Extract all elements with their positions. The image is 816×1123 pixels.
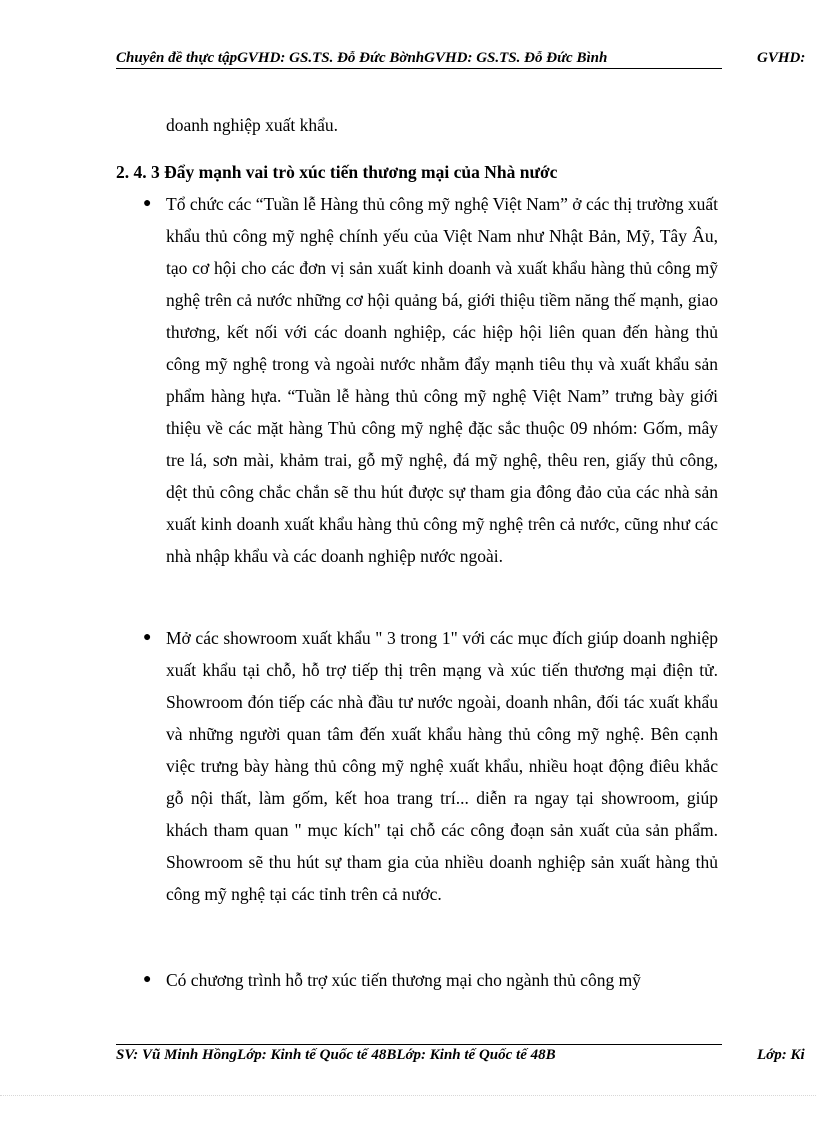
bullet-text: Mở các showroom xuất khẩu " 3 trong 1" với các mục đích giúp doanh nghiệp xuất khẩu tại chỗ, hỗ trợ tiếp thị trên mạng và xúc tiến thương mại điện tử. Showroom đón tiếp các nhà đầu tư nước ngoài, doanh nhân, đối tác xuất khẩu và những người quan tâm đến xuất khẩu hàng thủ công mỹ nghệ. Bên cạnh việc trưng bày hàng thủ công mỹ nghệ xuất khẩu, nhiều hoạt động điêu khắc gỗ nội thất, làm gốm, kết hoa trang trí... diễn ra ngay tại showroom, giúp khách tham quan " mục kích" tại chỗ các công đoạn sản xuất của sản phẩm. Showroom sẽ thu hút sự tham gia của nhiều doanh nghiệp sản xuất hàng thủ công mỹ nghệ tại các tỉnh trên cả nước.	[166, 628, 718, 904]
footer-right-text: Lớp: Ki	[757, 1047, 805, 1063]
continuation-text: doanh nghiệp xuất khẩu.	[166, 115, 339, 135]
header-left-text: Chuyên đề thực tậpGVHD: GS.TS. Đỗ Đức BờnhGVHD: GS.TS. Đỗ Đức Bình	[116, 50, 608, 66]
footer-left-text: SV: Vũ Minh HồngLớp: Kinh tế Quốc tế 48BLớp: Kinh tế Quốc tế 48B	[116, 1047, 556, 1063]
page-bottom-border	[0, 1095, 816, 1096]
bullet-text: Có chương trình hỗ trợ xúc tiến thương mại cho ngành thủ công mỹ	[166, 970, 641, 990]
bullet-text: Tổ chức các “Tuần lễ Hàng thủ công mỹ nghệ Việt Nam” ở các thị trường xuất khẩu thủ công mỹ nghệ chính yếu của Việt Nam như Nhật Bản, Mỹ, Tây Âu, tạo cơ hội cho các đơn vị sản xuất kinh doanh và xuất khẩu hàng thủ công mỹ nghệ trên cả nước những cơ hội quảng bá, giới thiệu tiềm năng thế mạnh, giao thương, kết nối với các doanh nghiệp, các hiệp hội liên quan đến hàng thủ công mỹ nghệ trong và ngoài nước nhằm đẩy mạnh tiêu thụ và xuất khẩu sản phẩm hàng hựa. “Tuần lễ hàng thủ công mỹ nghệ Việt Nam” trưng bày giới thiệu về các mặt hàng Thủ công mỹ nghệ đặc sắc thuộc 09 nhóm: Gốm, mây tre lá, sơn mài, khảm trai, gỗ mỹ nghệ, đá mỹ nghệ, thêu ren, giấy thủ công, dệt thủ công chắc chắn sẽ thu hút được sự tham gia đông đảo của các nhà sản xuất kinh doanh xuất khẩu hàng thủ công mỹ nghệ trên cả nước, cũng như các nhà nhập khẩu và các doanh nghiệp nước ngoài.	[166, 194, 718, 566]
header-right-text: GVHD:	[757, 50, 806, 66]
bullet-dot-icon: ●	[143, 196, 152, 211]
header-divider	[116, 68, 722, 69]
bullet-dot-icon: ●	[143, 630, 152, 645]
bullet-dot-icon: ●	[143, 972, 152, 987]
footer-divider	[116, 1044, 722, 1045]
section-heading: 2. 4. 3 Đẩy mạnh vai trò xúc tiến thương mại của Nhà nước	[116, 162, 558, 182]
